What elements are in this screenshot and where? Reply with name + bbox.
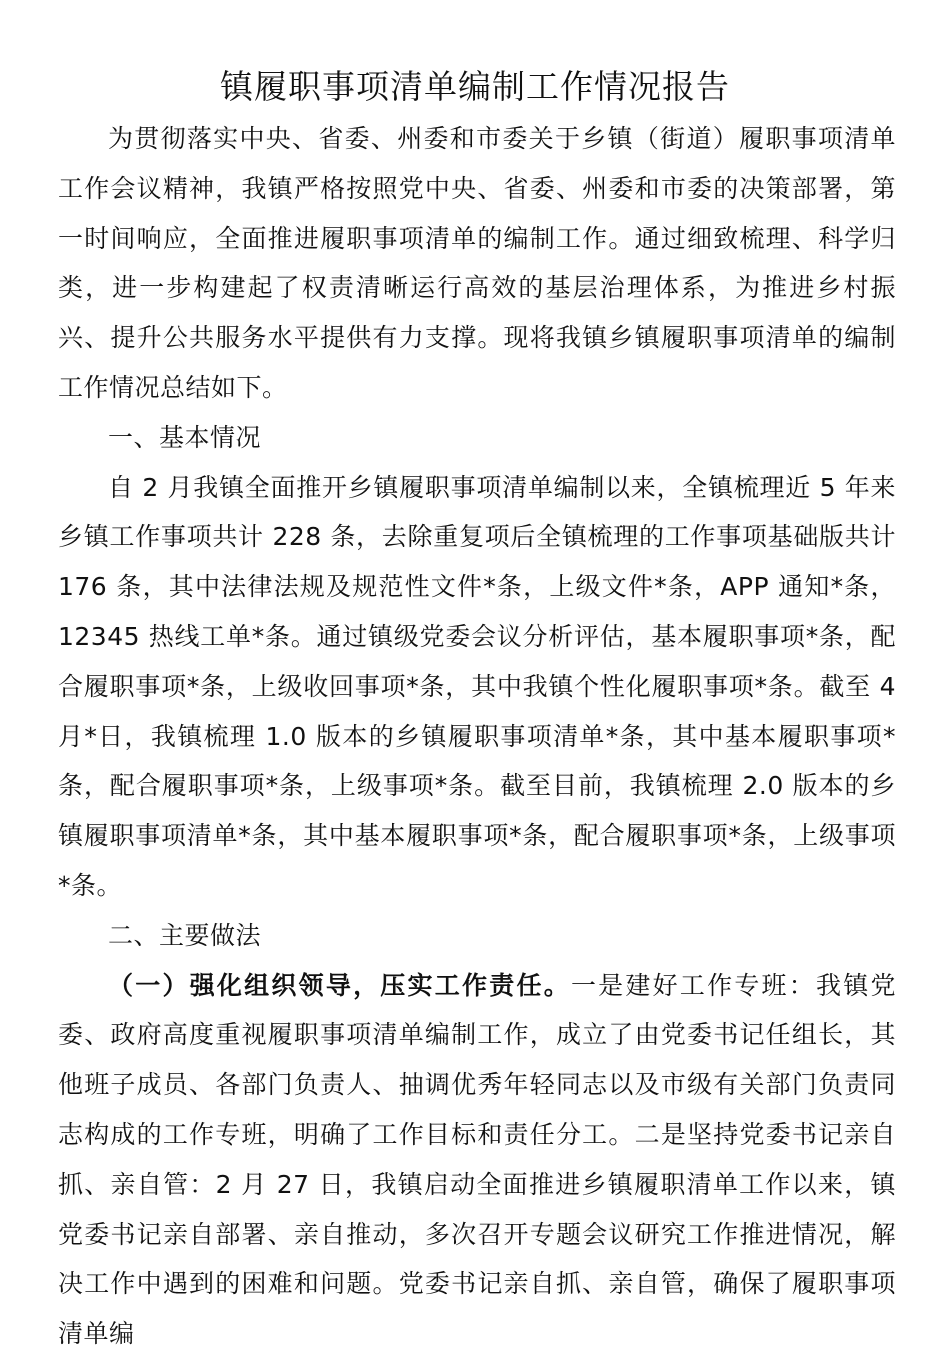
intro-paragraph: 为贯彻落实中央、省委、州委和市委关于乡镇（街道）履职事项清单工作会议精神，我镇严格按照党中央、省委、州委和市委的决策部署，第一时间响应，全面推进履职事项清单的编制工作。通过细致梳理、科学归类，进一步构建起了权责清晰运行高效的基层治理体系，为推进乡村振兴、提升公共服务水平提供有力支撑。现将我镇乡镇履职事项清单的编制工作情况总结如下。 <box>58 124 896 402</box>
basic-situation-paragraph: 自 2 月我镇全面推开乡镇履职事项清单编制以来，全镇梳理近 5 年来乡镇工作事项共计 228 条，去除重复项后全镇梳理的工作事项基础版共计 176 条，其中法律法规及规范性文件*条，上级文件*条，APP 通知*条，12345 热线工单*条。通过镇级党委会议分析评估，基本履职事项*条，配合履职事项*条，上级收回事项*条，其中我镇个性化履职事项*条。截至 4 月*日，我镇梳理 1.0 版本的乡镇履职事项清单*条，其中基本履职事项*条，配合履职事项*条，上级事项*条。截至目前，我镇梳理 2.0 版本的乡镇履职事项清单*条，其中基本履职事项*条，配合履职事项*条，上级事项*条。 <box>58 472 896 900</box>
document-title: 镇履职事项清单编制工作情况报告 <box>220 67 730 106</box>
document-body <box>58 114 896 1359</box>
main-practices-paragraph-1 <box>58 961 896 1359</box>
subsection-lead: （一）强化组织领导，压实工作责任。 <box>108 970 571 1000</box>
section-heading-basic-situation: 一、基本情况 <box>108 422 262 452</box>
section-heading-main-practices: 二、主要做法 <box>108 920 262 950</box>
subsection-body: 一是建好工作专班：我镇党委、政府高度重视履职事项清单编制工作，成立了由党委书记任组长，其他班子成员、各部门负责人、抽调优秀年轻同志以及市级有关部门负责同志构成的工作专班，明确了工作目标和责任分工。二是坚持党委书记亲自抓、亲自管：2 月 27 日，我镇启动全面推进乡镇履职清单工作以来，镇党委书记亲自部署、亲自推动，多次召开专题会议研究工作推进情况，解决工作中遇到的困难和问题。党委书记亲自抓、亲自管，确保了履职事项清单编 <box>58 970 896 1349</box>
